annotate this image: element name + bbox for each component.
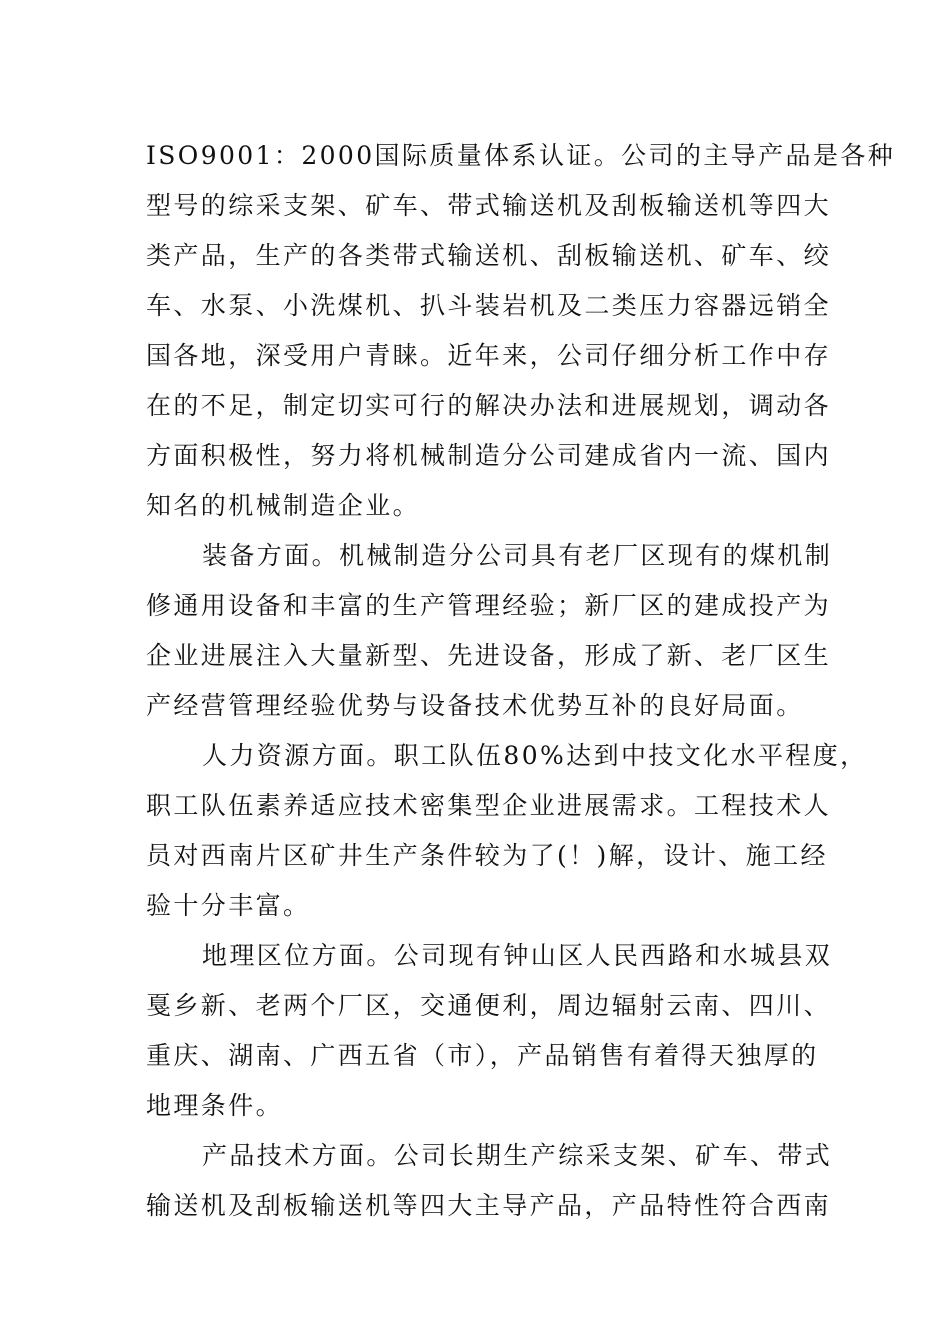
text-line: 地理条件。 [146, 1091, 284, 1120]
text-line: ISO9001：2000国际质量体系认证。公司的主导产品是各种 [146, 141, 896, 170]
text-line: 装备方面。机械制造分公司具有老厂区现有的煤机制 [202, 541, 833, 570]
text-line: 戛乡新、老两个厂区，交通便利，周边辐射云南、四川、 [146, 991, 832, 1020]
text-line: 型号的综采支架、矿车、带式输送机及刮板输送机等四大 [146, 191, 832, 220]
text-line: 产品技术方面。公司长期生产综采支架、矿车、带式 [202, 1141, 833, 1170]
document-body [146, 131, 896, 1231]
text-line: 职工队伍素养适应技术密集型企业进展需求。工程技术人 [146, 791, 832, 820]
paragraph-location [146, 931, 833, 1131]
text-line: 输送机及刮板输送机等四大主导产品，产品特性符合西南 [146, 1191, 832, 1220]
text-line: 人力资源方面。职工队伍80%达到中技文化水平程度， [202, 741, 868, 770]
paragraph-certification [146, 131, 896, 531]
text-line: 知名的机械制造企业。 [146, 491, 421, 520]
text-line: 验十分丰富。 [146, 891, 311, 920]
text-line: 地理区位方面。公司现有钟山区人民西路和水城县双 [202, 941, 833, 970]
text-line: 重庆、湖南、广西五省（市），产品销售有着得天独厚的 [146, 1041, 819, 1070]
paragraph-human-resources [146, 731, 868, 931]
text-line: 国各地，深受用户青睐。近年来，公司仔细分析工作中存 [146, 341, 832, 370]
text-line: 企业进展注入大量新型、先进设备，形成了新、老厂区生 [146, 641, 832, 670]
text-line: 修通用设备和丰富的生产管理经验；新厂区的建成投产为 [146, 591, 832, 620]
text-line: 类产品，生产的各类带式输送机、刮板输送机、矿车、绞 [146, 241, 832, 270]
text-line: 在的不足，制定切实可行的解决办法和进展规划，调动各 [146, 391, 832, 420]
text-line: 方面积极性，努力将机械制造分公司建成省内一流、国内 [146, 441, 832, 470]
text-line: 员对西南片区矿井生产条件较为了(！)解，设计、施工经 [146, 841, 828, 870]
paragraph-product-technology [146, 1131, 833, 1231]
paragraph-equipment [146, 531, 833, 731]
text-line: 产经营管理经验优势与设备技术优势互补的良好局面。 [146, 691, 804, 720]
text-line: 车、水泵、小洗煤机、扒斗装岩机及二类压力容器远销全 [146, 291, 832, 320]
